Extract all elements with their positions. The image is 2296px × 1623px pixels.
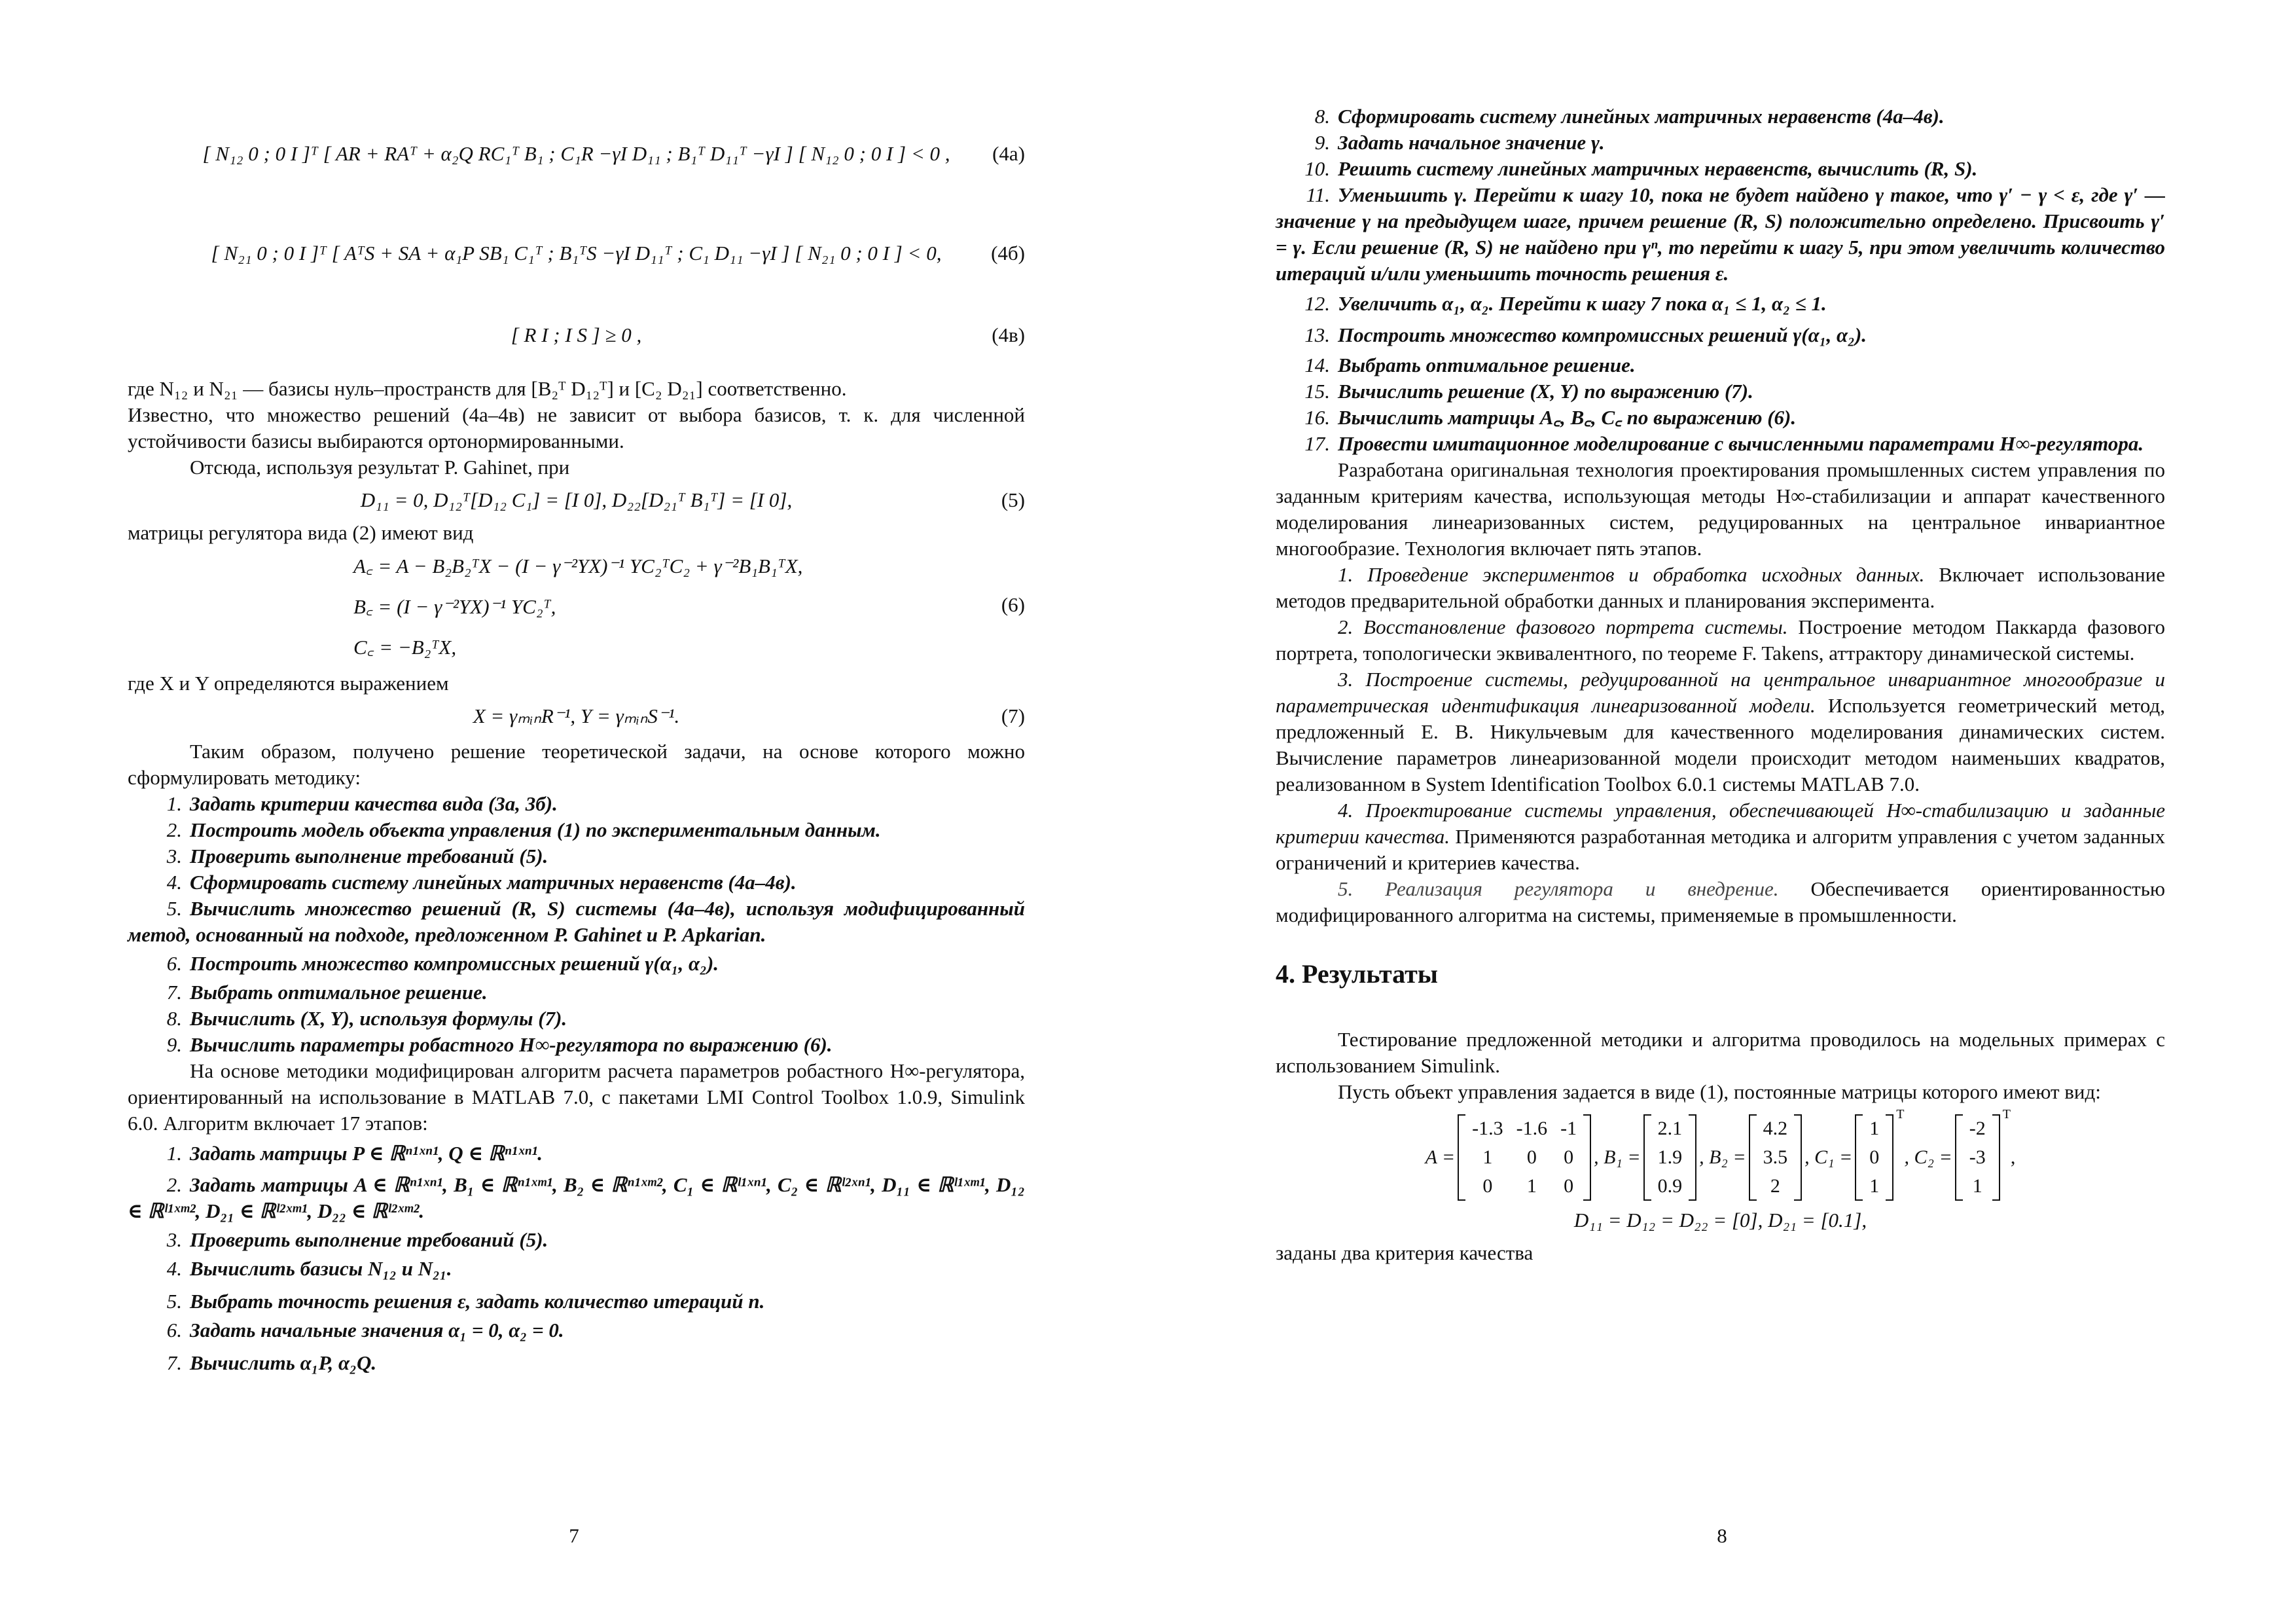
equation-4v <box>128 304 1025 367</box>
equation-d <box>1276 1202 2165 1239</box>
page-number-left: 7 <box>569 1524 579 1547</box>
stage-4-body: Применяются разработанная методика и алгоритм управления с учетом заданных ограничений и критериев качества. <box>1276 825 2165 874</box>
paragraph-testing: Тестирование предложенной методики и алгоритма проводилось на модельных примерах с использованием Simulink. <box>1276 1028 2165 1077</box>
algo-step-8: 8. Сформировать систему линейных матричных неравенств (4а–4в). <box>1314 105 1945 128</box>
stage-5 <box>1276 876 2165 928</box>
equation-5 <box>128 482 1025 519</box>
algo-step-3: 3. Проверить выполнение требований (5). <box>166 1228 548 1251</box>
paragraph-gahinet: Отсюда, используя результат P. Gahinet, при <box>190 456 570 479</box>
matrix-c2: -2 -3 1 <box>1955 1114 2000 1201</box>
matrix-b1: 2.1 1.9 0.9 <box>1643 1114 1697 1201</box>
stage-5-body: Обеспечивается ориентированностью модифицированного алгоритма на системы, применяемые в промышленности. <box>1276 877 2166 926</box>
equation-5-number: (5) <box>1001 488 1025 511</box>
algo-step-6: 6. Задать начальные значения α₁ = 0, α₂ = 0. <box>166 1319 564 1341</box>
algo-step-5: 5. Выбрать точность решения ε, задать количество итераций n. <box>166 1290 765 1313</box>
stage-2-head: 2. Восстановление фазового портрета системы. <box>1338 615 1788 638</box>
paragraph-algorithm-intro: На основе методики модифицирован алгоритм расчета параметров робастного H∞-регулятора, ориентированный на использование в MATLAB 7.0, с пакетами LMI Control Toolbox 1.0.9, Simulink 6.0. Алгоритм включает 17 этапов: <box>128 1059 1025 1135</box>
matrix-b1-label: , B₁ = <box>1594 1146 1641 1168</box>
equation-6 <box>128 546 1025 670</box>
equation-4b <box>128 204 1025 302</box>
paragraph-technology: Разработана оригинальная технология проектирования промышленных систем управления по заданным критериям качества, использующая методы H∞-стабилизации и аппарат качественного моделирования линеаризованных систем, редуцированных на центральное инвариантное многообразие. Технология включает пять этапов. <box>1276 458 2165 560</box>
equation-6a: A꜀ = A − B₂B₂ᵀX − (I − γ⁻²YX)⁻¹ YC₂ᵀC₂ + γ⁻²B₁B₁ᵀX, <box>353 555 803 577</box>
matrix-a: -1.3 -1.6 -1 1 0 0 0 1 0 <box>1458 1114 1591 1201</box>
matrix-b2: 4.2 3.5 2 <box>1749 1114 1803 1201</box>
method-step-1: 1. Задать критерии качества вида (3а, 3б). <box>166 792 558 815</box>
algo-step-11: 11. Уменьшить γ. Перейти к шагу 10, пока не будет найдено γ такое, что γ′ − γ < ε, где γ′ — значение γ на предыдущем шаге, причем решение (R, S) положительно определено. Присвоить γ′ = γ. Если решение (R, S) не найдено при γⁿ, то перейти к шагу 5, при этом увеличить количество итераций и/или уменьшить точность решения ε. <box>1276 183 2165 285</box>
algo-step-4: 4. Вычислить базисы N₁₂ и N₂₁. <box>166 1257 452 1280</box>
stage-2 <box>1276 614 2165 666</box>
algorithm-steps-left <box>128 1140 1025 1376</box>
stage-5-head: 5. Реализация регулятора и внедрение. <box>1338 877 1779 900</box>
equation-5-formula: D₁₁ = 0, D₁₂ᵀ[D₁₂ C₁] = [I 0], D₂₂[D₂₁ᵀ B₁ᵀ] = [I 0], <box>360 488 793 511</box>
paragraph-object-def: Пусть объект управления задается в виде (1), постоянные матрицы которого имеют вид: <box>1338 1080 2101 1103</box>
matrix-a-label: A = <box>1425 1146 1456 1168</box>
matrix-c1-label: , C₁ = <box>1804 1146 1853 1168</box>
paragraph-orthonormal: Известно, что множество решений (4а–4в) не зависит от выбора базисов, т. к. для численной устойчивости базисы выбираются ортонормированными. <box>128 403 1025 452</box>
equation-6c: C꜀ = −B₂ᵀX, <box>353 636 457 659</box>
stage-3-body: Используется геометрический метод, предложенный Е. В. Никульчевым для качественного моделирования динамических систем. Вычисление параметров линеаризованной модели происходит методом наименьших квадратов, реализованном в System Identification Toolbox 6.0.1 системы MATLAB 7.0. <box>1276 694 2165 795</box>
method-step-4: 4. Сформировать систему линейных матричных неравенств (4а–4в). <box>166 871 797 894</box>
algo-step-1: 1. Задать матрицы P ∈ ℝⁿ¹ˣⁿ¹, Q ∈ ℝⁿ¹ˣⁿ¹. <box>166 1142 543 1165</box>
algo-step-14: 14. Выбрать оптимальное решение. <box>1304 354 1636 376</box>
matrix-c2-label: , C₂ = <box>1904 1146 1952 1168</box>
paragraph-methodology-intro: Таким образом, получено решение теоретической задачи, на основе которого можно сформулировать методику: <box>128 740 1025 789</box>
matrix-c1: 1 0 1 <box>1855 1114 1893 1201</box>
paragraph-regulator-form: матрицы регулятора вида (2) имеют вид <box>128 521 474 544</box>
method-step-2: 2. Построить модель объекта управления (1) по экспериментальным данным. <box>166 818 881 841</box>
right-page <box>1148 0 2296 1623</box>
algorithm-steps-right <box>1276 103 2165 457</box>
algo-step-7: 7. Вычислить α₁P, α₂Q. <box>166 1351 377 1374</box>
stage-1-head: 1. Проведение экспериментов и обработка исходных данных. <box>1338 563 1925 586</box>
equation-7-number: (7) <box>1001 704 1025 727</box>
paragraph-xy-defined: где X и Y определяются выражением <box>128 672 449 695</box>
equation-d-formula: D₁₁ = D₁₂ = D₂₂ = [0], D₂₁ = [0.1], <box>1573 1209 1867 1231</box>
algo-step-13: 13. Построить множество компромиссных решений γ(α₁, α₂). <box>1304 323 1867 346</box>
equation-7-formula: X = γₘᵢₙR⁻¹, Y = γₘᵢₙS⁻¹. <box>473 704 680 727</box>
matrix-b2-label: , B₂ = <box>1699 1146 1746 1168</box>
stage-2-body: Построение методом Паккарда фазового портрета, топологически эквивалентного, по теореме F. Takens, аттрактору динамической системы. <box>1276 615 2165 665</box>
algo-step-10: 10. Решить систему линейных матричных неравенств, вычислить (R, S). <box>1304 157 1978 180</box>
equation-7 <box>128 698 1025 735</box>
equation-4a-number: (4а) <box>992 142 1025 165</box>
algo-step-12: 12. Увеличить α₁, α₂. Перейти к шагу 7 пока α₁ ≤ 1, α₂ ≤ 1. <box>1304 292 1827 315</box>
equation-4b-number: (4б) <box>991 242 1025 264</box>
equation-6b: B꜀ = (I − γ⁻²YX)⁻¹ YC₂ᵀ, <box>353 595 556 618</box>
method-step-8: 8. Вычислить (X, Y), используя формулы (7). <box>166 1007 567 1030</box>
paragraph-criteria: заданы два критерия качества <box>1276 1241 1534 1264</box>
equation-4a-formula: [ N₁₂ 0 ; 0 I ]ᵀ [ AR + RAᵀ + α₂Q RC₁ᵀ B₁ ; C₁R −γI D₁₁ ; B₁ᵀ D₁₁ᵀ −γI ] [ N₁₂ 0 ; 0 I ] < 0 , <box>202 142 950 165</box>
paragraph-bases: где N₁₂ и N₂₁ — базисы нуль–пространств для [B₂ᵀ D₁₂ᵀ] и [C₂ D₂₁] соответственно. <box>128 377 847 400</box>
algo-step-2: 2. Задать матрицы A ∈ ℝⁿ¹ˣⁿ¹, B₁ ∈ ℝⁿ¹ˣᵐ¹, B₂ ∈ ℝⁿ¹ˣᵐ², C₁ ∈ ℝˡ¹ˣⁿ¹, C₂ ∈ ℝˡ²ˣⁿ¹, D₁₁ ∈ ℝˡ¹ˣᵐ¹, D₁₂ ∈ ℝˡ¹ˣᵐ², D₂₁ ∈ ℝˡ²ˣᵐ¹, D₂₂ ∈ ℝˡ²ˣᵐ². <box>128 1173 1025 1222</box>
stage-3-head: 3. Построение системы, редуцированной на центральное инвариантное многообразие и параметрическая идентификация линеаризованной модели. <box>1276 668 2165 717</box>
stage-4-head: 4. Проектирование системы управления, обеспечивающей H∞-стабилизацию и заданные критерии качества. <box>1276 799 2165 848</box>
method-step-6: 6. Построить множество компромиссных решений γ(α₁, α₂). <box>166 952 719 975</box>
equation-6-number: (6) <box>1001 593 1025 616</box>
algo-step-17: 17. Провести имитационное моделирование с вычисленными параметрами H∞-регулятора. <box>1304 432 2144 455</box>
equation-4v-number: (4в) <box>992 323 1025 346</box>
section-title-results: 4. Результаты <box>1276 959 1438 989</box>
methodology-steps <box>128 791 1025 1058</box>
stage-3 <box>1276 666 2165 797</box>
method-step-3: 3. Проверить выполнение требований (5). <box>166 845 548 867</box>
method-step-5: 5. Вычислить множество решений (R, S) системы (4а–4в), используя модифицированный метод, основанный на подходе, предложенном P. Gahinet и P. Apkarian. <box>128 897 1025 946</box>
algo-step-16: 16. Вычислить матрицы A꜀, B꜀, C꜀ по выражению (6). <box>1304 406 1797 429</box>
stage-1-body: Включает использование методов предварительной обработки данных и планирования эксперимента. <box>1276 563 2165 612</box>
method-step-9: 9. Вычислить параметры робастного H∞-регулятора по выражению (6). <box>166 1033 833 1056</box>
equation-4b-formula: [ N₂₁ 0 ; 0 I ]ᵀ [ AᵀS + SA + α₁P SB₁ C₁ᵀ ; B₁ᵀS −γI D₁₁ᵀ ; C₁ D₁₁ −γI ] [ N₂₁ 0 ; 0 I ] < 0, <box>211 242 942 264</box>
method-step-7: 7. Выбрать оптимальное решение. <box>166 981 488 1004</box>
algo-step-9: 9. Задать начальное значение γ. <box>1314 131 1605 154</box>
page-number-right: 8 <box>1717 1524 1727 1547</box>
stage-4 <box>1276 797 2165 876</box>
algo-step-15: 15. Вычислить решение (X, Y) по выражению (7). <box>1304 380 1753 403</box>
matrices-end-comma: , <box>2010 1146 2016 1168</box>
stage-1 <box>1276 562 2165 614</box>
equation-4v-formula: [ R I ; I S ] ≥ 0 , <box>511 323 642 346</box>
matrices-equation: A = -1.3 -1.6 -1 1 0 0 0 1 0 , B₁ = 2.1 1.9 0.9 , B₂ = 4.2 3.5 2 , C₁ = 1 0 1 T , C₂ = -2 -3 1 T , <box>1276 1114 2165 1201</box>
equation-4a <box>128 105 1025 203</box>
